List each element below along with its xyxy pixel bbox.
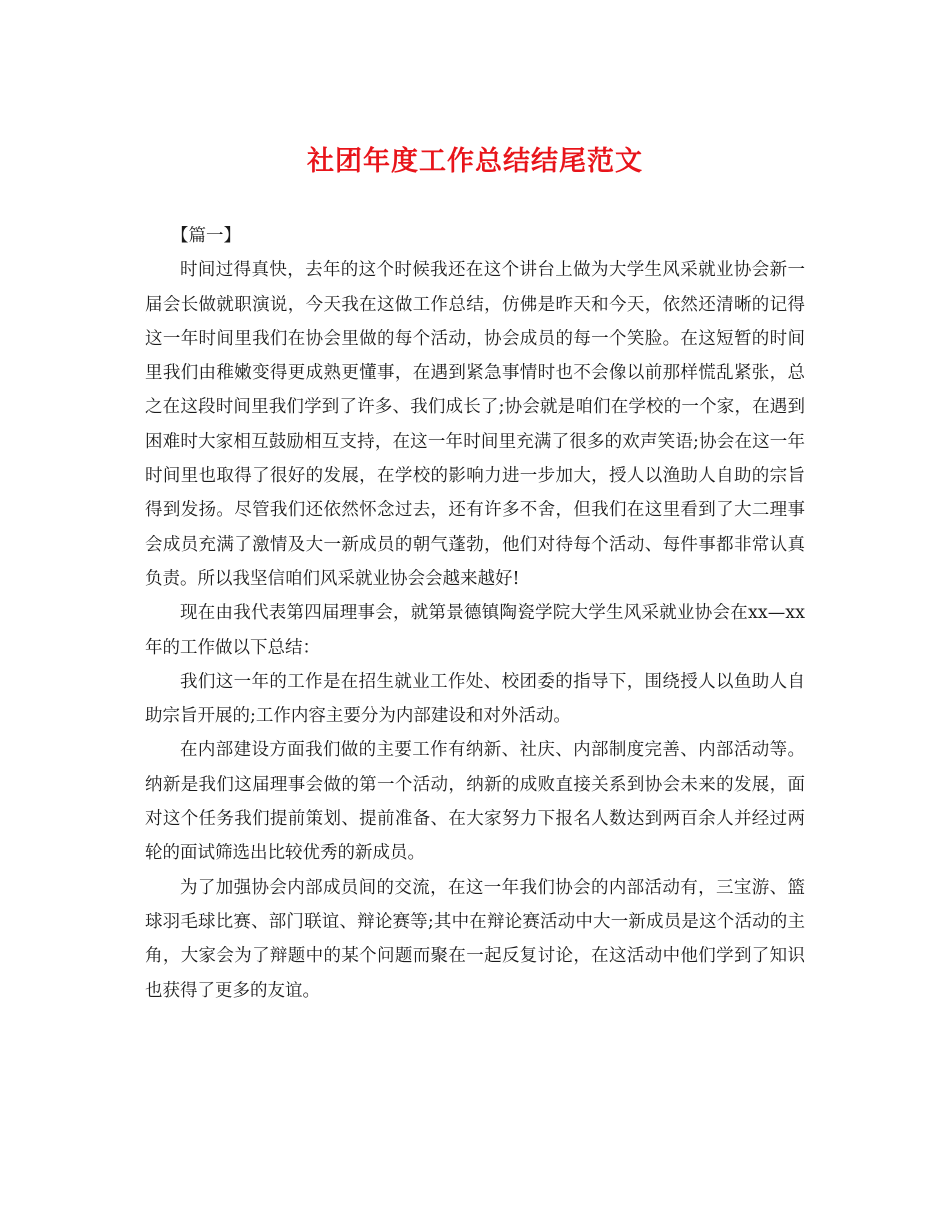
document-title: 社团年度工作总结结尾范文 — [307, 146, 643, 177]
paragraph-3: 我们这一年的工作是在招生就业工作处、校团委的指导下，围绕授人以鱼助人自助宗旨开展的;工作内容主要分为内部建设和对外活动。 — [145, 671, 805, 727]
paragraph-4: 在内部建设方面我们做的主要工作有纳新、社庆、内部制度完善、内部活动等。纳新是我们这届理事会做的第一个活动，纳新的成败直接关系到协会未来的发展，面对这个任务我们提前策划、提前准备、在大家努力下报名人数达到两百余人并经过两轮的面试筛选出比较优秀的新成员。 — [145, 740, 805, 864]
paragraph-1: 时间过得真快，去年的这个时候我还在这个讲台上做为大学生风采就业协会新一届会长做就职演说，今天我在这做工作总结，仿佛是昨天和今天，依然还清晰的记得这一年时间里我们在协会里做的每个活动，协会成员的每一个笑脸。在这短暂的时间里我们由稚嫩变得更成熟更懂事，在遇到紧急事情时也不会像以前那样慌乱紧张，总之在这段时间里我们学到了许多、我们成长了;协会就是咱们在学校的一个家，在遇到困难时大家相互鼓励相互支持，在这一年时间里充满了很多的欢声笑语;协会在这一年时间里也取得了很好的发展，在学校的影响力进一步加大，授人以渔助人自助的宗旨得到发扬。尽管我们还依然怀念过去，还有许多不舍，但我们在这里看到了大二理事会成员充满了激情及大一新成员的朝气蓬勃，他们对待每个活动、每件事都非常认真负责。所以我坚信咱们风采就业协会会越来越好! — [145, 260, 805, 589]
document-body — [145, 219, 805, 1008]
section-label: 【篇一】 — [171, 226, 241, 246]
paragraph-5: 为了加强协会内部成员间的交流，在这一年我们协会的内部活动有，三宝游、篮球羽毛球比赛、部门联谊、辩论赛等;其中在辩论赛活动中大一新成员是这个活动的主角，大家会为了辩题中的某个问题而聚在一起反复讨论，在这活动中他们学到了知识也获得了更多的友谊。 — [145, 877, 805, 1001]
paragraph-2: 现在由我代表第四届理事会，就第景德镇陶瓷学院大学生风采就业协会在xx—xx年的工作做以下总结： — [145, 603, 805, 658]
